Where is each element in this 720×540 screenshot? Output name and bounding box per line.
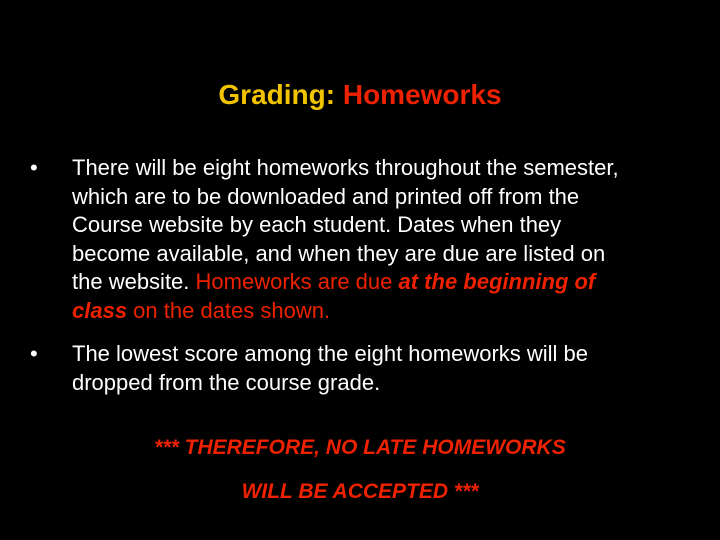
bullet1-line6 (30, 297, 690, 326)
bullet1-line6-emphasis: class (72, 297, 128, 323)
bullet2-line1: The lowest score among the eight homeworks will be (72, 341, 589, 366)
bullet1-line5-white: the website. (72, 269, 196, 294)
title-topic: Homeworks (342, 79, 502, 110)
bullet1-line3: Course website by each student. Dates when they (72, 212, 562, 237)
bullet-lowest-score (30, 340, 690, 397)
bullet1-line2: which are to be downloaded and printed off from the (72, 183, 580, 209)
bullet-homework-schedule (30, 154, 690, 325)
title-prefix: Grading: (218, 79, 343, 110)
bullet2-line2: dropped from the course grade. (72, 369, 381, 395)
bullet-marker: • (30, 341, 38, 366)
bullet1-line4: become available, and when they are due are listed on (72, 240, 606, 266)
slide-title (0, 78, 720, 112)
bullet1-line6-text: on the dates shown. (127, 297, 331, 323)
bullet1-line5-red: Homeworks are due (195, 269, 399, 294)
bullet1-line5-emphasis: at the beginning of (398, 269, 596, 294)
warning-line1: *** THEREFORE, NO LATE HOMEWORKS (154, 436, 566, 459)
bullet1-line5 (30, 268, 690, 297)
bullet1-line1: There will be eight homeworks throughout the semester, (72, 155, 619, 180)
warning-line2: WILL BE ACCEPTED *** (241, 480, 479, 503)
bullet-marker: • (30, 155, 38, 180)
